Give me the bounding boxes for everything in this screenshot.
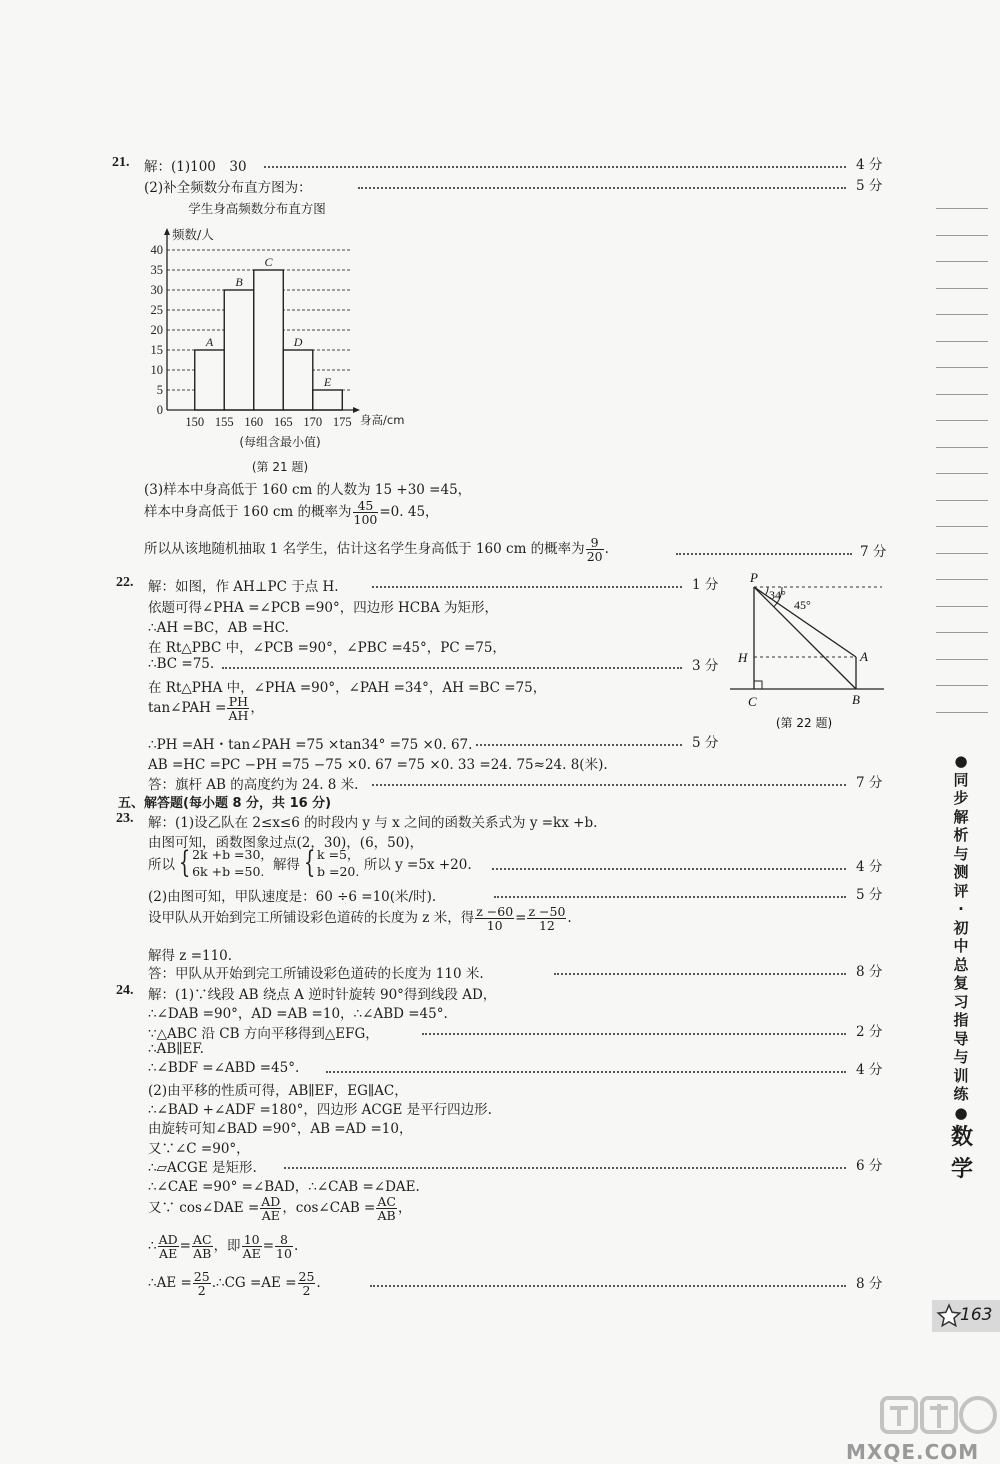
fraction bbox=[527, 905, 566, 932]
bar-label: E bbox=[323, 375, 332, 389]
banner-char: 析 bbox=[953, 826, 969, 844]
section-heading: 五、解答题(每小题 8 分，共 16 分) bbox=[118, 796, 332, 811]
note-line bbox=[936, 314, 988, 315]
q24-number: 24. bbox=[116, 983, 134, 998]
page-number: 163 bbox=[960, 1305, 993, 1325]
q24-line14-mid: .∴CG =AE = bbox=[211, 1275, 297, 1292]
note-line bbox=[936, 208, 988, 209]
q24-line8: 由旋转可知∠BAD =90°，AB =AD =10， bbox=[148, 1121, 413, 1137]
fraction bbox=[158, 1233, 179, 1260]
histogram-bar bbox=[195, 350, 225, 410]
fraction bbox=[475, 905, 514, 932]
note-line bbox=[936, 235, 988, 236]
fraction-denominator: 2 bbox=[197, 1283, 206, 1299]
banner-char: 解 bbox=[953, 807, 969, 826]
note-line bbox=[936, 394, 988, 395]
q24-line4: ∴AB∥EF. bbox=[148, 1041, 204, 1057]
q23-so: 所以 bbox=[148, 857, 175, 873]
angle-arc-34 bbox=[766, 587, 768, 595]
q24-line3: ∵△ABC 沿 CB 方向平移得到△EFG， bbox=[148, 1026, 379, 1042]
fraction-denominator: 2 bbox=[302, 1283, 311, 1299]
note-line bbox=[936, 261, 988, 262]
leader-dots bbox=[554, 973, 846, 975]
banner-char: 中 bbox=[953, 937, 969, 955]
label-b: B bbox=[852, 692, 860, 707]
banner-char: 总 bbox=[953, 955, 969, 974]
fraction-denominator: AE bbox=[261, 1208, 280, 1224]
q24-line2: ∴∠DAB =90°，AD =AB =10，∴∠ABD =45°. bbox=[148, 1006, 448, 1022]
q23-line3 bbox=[148, 846, 472, 880]
fraction-denominator: 12 bbox=[538, 918, 555, 934]
y-tick-label: 5 bbox=[156, 383, 163, 397]
q21-line5-end: . bbox=[604, 541, 609, 558]
subject-label bbox=[944, 1122, 980, 1186]
q23-number: 23. bbox=[116, 811, 134, 826]
leader-dots bbox=[222, 667, 682, 669]
q22-number: 22. bbox=[116, 575, 134, 590]
banner-char: 测 bbox=[953, 863, 969, 881]
banner-char: 步 bbox=[953, 789, 969, 807]
label-angle-45: 45° bbox=[794, 598, 811, 612]
note-line bbox=[936, 712, 988, 713]
q21-score-4: 4 分 bbox=[856, 157, 883, 173]
banner-char: 同 bbox=[953, 770, 969, 789]
fraction-denominator: AB bbox=[193, 1246, 212, 1262]
leader-dots bbox=[372, 586, 682, 588]
q21-line5-text: 所以从该地随机抽取 1 名学生，估计这名学生身高低于 160 cm 的概率为 bbox=[144, 541, 585, 558]
y-tick-label: 0 bbox=[156, 403, 163, 417]
q21-number: 21. bbox=[112, 155, 130, 170]
q24-line11: ∴∠CAE =90° =∠BAD，∴∠CAB =∠DAE. bbox=[148, 1179, 420, 1195]
q21-line5 bbox=[144, 536, 609, 563]
note-line bbox=[936, 553, 988, 554]
banner-char: 习 bbox=[953, 992, 969, 1011]
q23-line5-text: 设甲队从开始到完工所铺设彩色道砖的长度为 z 米，得 bbox=[148, 910, 475, 927]
note-line bbox=[936, 500, 988, 501]
q24-line12-text: 又∵ cos∠DAE = bbox=[148, 1200, 260, 1217]
solution-k: k =5， bbox=[317, 847, 360, 862]
fraction-numerator: z −50 bbox=[528, 904, 566, 919]
fraction bbox=[260, 1195, 281, 1222]
label-h: H bbox=[738, 650, 748, 665]
brace: { bbox=[303, 845, 316, 880]
leader-dots bbox=[370, 1285, 846, 1287]
banner-char: 评 bbox=[953, 881, 969, 900]
x-tick-label: 155 bbox=[214, 415, 234, 429]
note-line bbox=[936, 473, 988, 474]
q23-result: 所以 y =5x +20. bbox=[363, 857, 472, 873]
q21-line1: 解：(1)100 30 bbox=[144, 159, 247, 175]
q24-line14-text: ∴AE = bbox=[148, 1275, 192, 1292]
note-line bbox=[936, 420, 988, 421]
banner-char: 导 bbox=[953, 1029, 969, 1048]
histogram-bar bbox=[224, 290, 254, 410]
q24-line13 bbox=[148, 1233, 298, 1260]
banner-char: 初 bbox=[953, 918, 969, 937]
banner-char: ● bbox=[954, 1103, 968, 1122]
q23-line1: 解：(1)设乙队在 2≤x≤6 的时段内 y 与 x 之间的函数关系式为 y =kx +b. bbox=[148, 815, 598, 831]
fraction-numerator: 25 bbox=[193, 1269, 210, 1284]
leader-dots bbox=[676, 553, 852, 555]
q22-line1: 解：如图，作 AH⊥PC 于点 H. bbox=[148, 579, 339, 595]
q23-line5 bbox=[148, 905, 572, 932]
fraction bbox=[586, 536, 604, 563]
equation-system bbox=[192, 846, 273, 880]
q22-line3: ∴AH =BC，AB =HC. bbox=[148, 620, 289, 636]
q24-line12 bbox=[148, 1195, 411, 1222]
q22-line10: 答：旗杆 AB 的高度约为 24. 8 米. bbox=[148, 777, 359, 793]
q24-line14 bbox=[148, 1270, 321, 1297]
chart-title: 学生身高频数分布直方图 bbox=[188, 201, 326, 216]
banner-char: ● bbox=[954, 752, 968, 770]
solution-system bbox=[317, 846, 359, 880]
q24-line14-end: . bbox=[316, 1275, 321, 1292]
leader-dots bbox=[494, 896, 846, 898]
fraction bbox=[192, 1233, 213, 1260]
star-icon bbox=[936, 1303, 962, 1329]
fraction-numerator: AD bbox=[158, 1232, 178, 1247]
fraction-denominator: AB bbox=[377, 1208, 396, 1224]
q22-figure bbox=[722, 568, 892, 736]
fraction-denominator: AE bbox=[242, 1246, 261, 1262]
y-tick-label: 40 bbox=[150, 243, 163, 257]
banner-char: 与 bbox=[953, 1048, 969, 1066]
q22-tan-end: ， bbox=[250, 700, 264, 717]
y-tick-label: 35 bbox=[150, 263, 163, 277]
fraction bbox=[275, 1233, 293, 1260]
right-angle-mark bbox=[754, 681, 762, 689]
bar-label: D bbox=[293, 335, 303, 349]
histogram-bar bbox=[313, 390, 343, 410]
q24-score-2: 2 分 bbox=[856, 1024, 883, 1040]
banner-char: 练 bbox=[953, 1085, 969, 1103]
q22-score-7: 7 分 bbox=[856, 775, 883, 791]
bar-label: A bbox=[205, 335, 214, 349]
leader-dots bbox=[284, 1167, 846, 1169]
note-line bbox=[936, 447, 988, 448]
x-axis-arrow bbox=[353, 407, 360, 413]
fraction-numerator: AD bbox=[261, 1194, 281, 1209]
note-line bbox=[936, 288, 988, 289]
q22-line2: 依题可得∠PHA =∠PCB =90°，四边形 HCBA 为矩形， bbox=[148, 600, 499, 616]
fraction-numerator: 25 bbox=[298, 1269, 315, 1284]
q21-line4-result: =0. 45， bbox=[379, 504, 439, 521]
q24-line1: 解：(1)∵线段 AB 绕点 A 逆时针旋转 90°得到线段 AD， bbox=[148, 987, 497, 1003]
q24-line10: ∴▱ACGE 是矩形. bbox=[148, 1160, 257, 1176]
label-c: C bbox=[748, 694, 757, 709]
leader-dots bbox=[326, 1071, 846, 1073]
fraction bbox=[193, 1270, 211, 1297]
y-tick-label: 10 bbox=[150, 363, 163, 377]
q22-line9: AB =HC =PC −PH =75 −75 ×0. 67 =75 ×0. 33 =24. 75≈24. 8(米). bbox=[148, 757, 608, 773]
bar-label: B bbox=[235, 275, 243, 289]
fraction-numerator: 45 bbox=[353, 499, 379, 513]
leader-dots bbox=[492, 868, 846, 870]
x-tick-label: 160 bbox=[244, 415, 264, 429]
leader-dots bbox=[422, 1033, 846, 1035]
histogram-bar bbox=[254, 270, 284, 410]
leader-dots bbox=[358, 187, 846, 189]
note-line bbox=[936, 367, 988, 368]
q22-score-5: 5 分 bbox=[692, 735, 719, 751]
fraction bbox=[227, 695, 249, 722]
fraction bbox=[242, 1233, 262, 1260]
q21-score-5: 5 分 bbox=[856, 178, 883, 194]
y-tick-label: 20 bbox=[150, 323, 163, 337]
bar-label: C bbox=[264, 255, 273, 269]
subject-char: 学 bbox=[950, 1157, 973, 1182]
q24-line12-end: ， bbox=[397, 1200, 412, 1217]
label-p: P bbox=[750, 570, 758, 585]
banner-char: 与 bbox=[953, 844, 969, 863]
q24-line12-mid: ，cos∠CAB = bbox=[282, 1200, 376, 1217]
x-tick-label: 150 bbox=[185, 415, 205, 429]
banner-char: 指 bbox=[953, 1011, 969, 1029]
watermark-text: MXQE.COM bbox=[846, 1440, 980, 1464]
q24-line7: ∴∠BAD +∠ADF =180°，四边形 ACGE 是平行四边形. bbox=[148, 1102, 492, 1118]
x-axis-label: 身高/cm bbox=[360, 413, 405, 427]
q21-line4 bbox=[144, 499, 439, 526]
q22-score-3: 3 分 bbox=[692, 658, 719, 674]
q21-histogram bbox=[120, 192, 420, 482]
q22-tan-text: tan∠PAH = bbox=[148, 700, 227, 717]
fraction bbox=[298, 1270, 316, 1297]
q23-solve: 解得 bbox=[272, 857, 300, 873]
q23-line6: 解得 z =110. bbox=[148, 948, 233, 964]
equals: = bbox=[515, 910, 527, 927]
q22-score-1: 1 分 bbox=[692, 577, 719, 593]
q21-line2: (2)补全频数分布直方图为： bbox=[144, 180, 312, 196]
fraction-numerator: 8 bbox=[275, 1233, 293, 1247]
equals: = bbox=[179, 1238, 191, 1255]
y-axis-label: 频数/人 bbox=[172, 227, 214, 242]
x-tick-label: 165 bbox=[273, 415, 293, 429]
note-line bbox=[936, 685, 988, 686]
fraction-numerator: AC bbox=[377, 1194, 396, 1209]
q22-line7 bbox=[148, 695, 264, 722]
y-tick-label: 30 bbox=[150, 283, 163, 297]
q24-line13-end: . bbox=[293, 1238, 299, 1255]
label-a: A bbox=[860, 649, 868, 664]
fraction-denominator: AE bbox=[159, 1246, 178, 1262]
fraction-numerator: AC bbox=[192, 1232, 212, 1247]
fraction-numerator: 9 bbox=[586, 536, 604, 550]
x-tick-label: 175 bbox=[332, 415, 352, 429]
q22-line6: 在 Rt△PHA 中，∠PHA =90°，∠PAH =34°，AH =BC =75， bbox=[148, 680, 547, 696]
q22-line4: 在 Rt△PBC 中，∠PCB =90°，∠PBC =45°，PC =75， bbox=[148, 640, 506, 656]
y-tick-label: 15 bbox=[150, 343, 163, 357]
x-axis-note: (每组含最小值) bbox=[239, 435, 321, 449]
q24-line6: (2)由平移的性质可得，AB∥EF，EG∥AC， bbox=[148, 1083, 408, 1099]
q24-line9: 又∵∠C =90°， bbox=[148, 1141, 250, 1157]
q22-line8: ∴PH =AH・tan∠PAH =75 ×tan34° =75 ×0. 67. bbox=[148, 737, 473, 753]
leader-dots bbox=[264, 166, 846, 168]
series-banner bbox=[941, 752, 981, 1122]
equation-1: 2k +b =30， bbox=[192, 847, 273, 862]
x-tick-label: 170 bbox=[303, 415, 323, 429]
equation-2: 6k +b =50. bbox=[192, 864, 265, 879]
q23-score-5: 5 分 bbox=[856, 887, 883, 903]
fraction-denominator: 10 bbox=[486, 918, 503, 934]
fraction bbox=[353, 499, 379, 526]
solution-b: b =20. bbox=[317, 864, 360, 879]
banner-char: 复 bbox=[953, 974, 969, 992]
leader-dots bbox=[372, 784, 846, 786]
subject-char: 数 bbox=[950, 1125, 973, 1150]
q24-therefore: ∴ bbox=[148, 1238, 157, 1255]
q24-line13-mid: ，即 bbox=[213, 1238, 241, 1255]
fraction-denominator: 20 bbox=[586, 549, 603, 565]
q24-line5: ∴∠BDF =∠ABD =45°. bbox=[148, 1060, 300, 1076]
q24-score-4: 4 分 bbox=[856, 1062, 883, 1078]
brace: { bbox=[178, 845, 191, 880]
fraction bbox=[376, 1195, 397, 1222]
y-tick-label: 25 bbox=[150, 303, 163, 317]
q24-score-8: 8 分 bbox=[856, 1276, 883, 1292]
q24-score-6: 6 分 bbox=[856, 1158, 883, 1174]
leader-dots bbox=[476, 744, 682, 746]
banner-char: · bbox=[958, 900, 964, 918]
fraction-numerator: PH bbox=[228, 694, 249, 709]
q23-line7: 答：甲队从开始到完工所铺设彩色道砖的长度为 110 米. bbox=[148, 966, 484, 982]
figure-caption: (第 22 题) bbox=[775, 716, 833, 730]
note-line bbox=[936, 659, 988, 660]
q21-score-7: 7 分 bbox=[860, 544, 887, 560]
q23-score-8: 8 分 bbox=[856, 964, 883, 980]
q23-score-4: 4 分 bbox=[856, 859, 883, 875]
fraction-denominator: 100 bbox=[353, 512, 378, 528]
banner-char: 训 bbox=[953, 1066, 969, 1085]
fraction-numerator: z −60 bbox=[476, 904, 514, 919]
fraction-denominator: AH bbox=[228, 708, 249, 724]
label-angle-34: 34° bbox=[769, 588, 786, 602]
note-line bbox=[936, 341, 988, 342]
fraction-denominator: 10 bbox=[276, 1246, 292, 1262]
fraction-numerator: 10 bbox=[242, 1233, 262, 1247]
y-axis-arrow bbox=[164, 228, 170, 235]
note-line bbox=[936, 579, 988, 580]
q23-line5-end: . bbox=[567, 910, 572, 927]
note-line bbox=[936, 606, 988, 607]
note-line bbox=[936, 526, 988, 527]
q21-line3: (3)样本中身高低于 160 cm 的人数为 15 +30 =45， bbox=[144, 482, 472, 498]
histogram-bar bbox=[283, 350, 313, 410]
q22-line5: ∴BC =75. bbox=[148, 656, 215, 672]
equals: = bbox=[262, 1238, 275, 1255]
chart-caption: (第 21 题) bbox=[251, 460, 309, 474]
note-line bbox=[936, 632, 988, 633]
q23-line2: 由图可知，函数图象过点(2，30)，(6，50)， bbox=[148, 835, 424, 851]
q21-line4-text: 样本中身高低于 160 cm 的概率为 bbox=[144, 504, 352, 521]
q23-line4: (2)由图可知，甲队速度是：60 ÷6 =10(米/时). bbox=[148, 889, 437, 905]
